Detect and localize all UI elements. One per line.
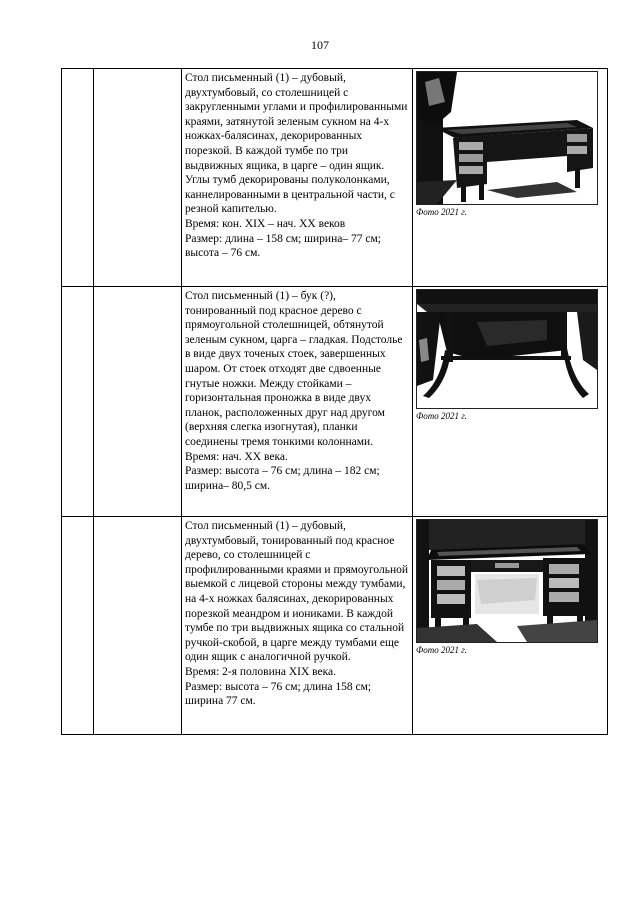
inventory-table (61, 68, 608, 735)
page-number: 107 (311, 38, 329, 52)
period-text: Время: 2-я половина XIX века. (185, 665, 337, 678)
number-cell (62, 517, 94, 735)
number-cell (62, 287, 94, 517)
photo-caption: Фото 2021 г. (416, 411, 467, 421)
description-cell (182, 517, 413, 735)
desk-photo (416, 71, 598, 205)
period-text: Время: кон. XIX – нач. XX веков (185, 217, 346, 230)
photo-caption: Фото 2021 г. (416, 207, 467, 217)
desk-photo (416, 289, 598, 409)
table-row (62, 287, 608, 517)
description-text: Стол письменный (1) – дубовый, двухтумбовый, со столешницей с закругленными углами и профилированными краями, затянутой зеленым сукном на 4-х ножках-балясинах, декорированных порезкой. В каждой тумбе по три выдвижных ящика, в царге – один ящик. Углы тумб декорированы полуколонками, каннелированными в центральной части, с резной капителью. (185, 72, 408, 216)
size-text: Размер: высота – 76 см; длина – 182 см; ширина– 80,5 см. (185, 465, 380, 492)
description-cell (182, 287, 413, 517)
desk-photo (416, 519, 598, 643)
table-row (62, 69, 608, 287)
photo-cell (413, 517, 608, 735)
photo-cell (413, 287, 608, 517)
name-cell (94, 517, 182, 735)
description-cell (182, 69, 413, 287)
table-row (62, 517, 608, 735)
period-text: Время: нач. XX века. (185, 450, 288, 463)
size-text: Размер: высота – 76 см; длина 158 см; ширина 77 см. (185, 680, 372, 708)
size-text: Размер: длина – 158 см; ширина– 77 см; высота – 76 см. (185, 232, 381, 260)
name-cell (94, 287, 182, 517)
number-cell (62, 69, 94, 287)
name-cell (94, 69, 182, 287)
photo-cell (413, 69, 608, 287)
photo-caption: Фото 2021 г. (416, 645, 467, 655)
description-text: Стол письменный (1) – бук (?), тонированный под красное дерево с прямоугольной столешницей, обтянутой зеленым сукном, царга – гладкая. Подстолье в виде двух точеных стоек, завершенных шаром. От стоек отходят две сдвоенные гнутые ножки. Между стойками – горизонтальная проножка в виде двух планок, расположенных друг над другом (верхняя слегка изогнутая), планки соединены тремя тонкими колоннами. (185, 290, 403, 448)
description-text: Стол письменный (1) – дубовый, двухтумбовый, тонированный под красное дерево, со столешницей с профилированными краями и прямоугольной выемкой с лицевой стороны между тумбами, на 4-х ножках балясинах, декорированных порезкой меандром и иониками. В каждой тумбе по три выдвижных ящика со стальной ручкой-скобой, в царге между тумбами еще один ящик с аналогичной ручкой. (185, 520, 409, 664)
